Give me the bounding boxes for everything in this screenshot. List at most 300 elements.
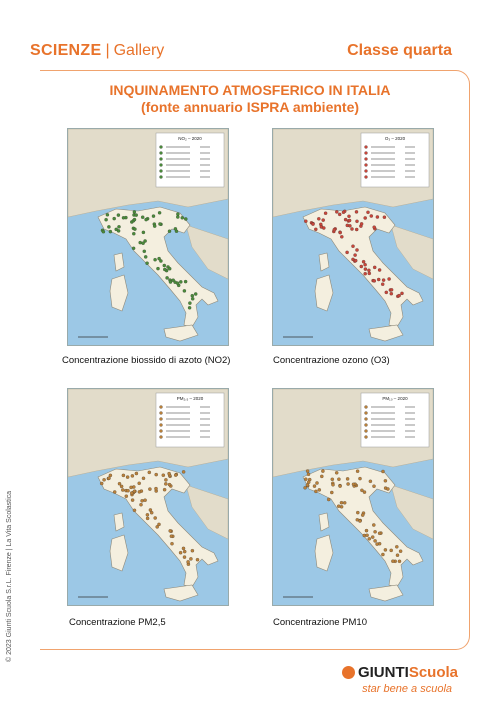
station-dot (378, 532, 381, 535)
station-dot (154, 516, 157, 519)
station-dot (133, 228, 136, 231)
station-dot (376, 215, 379, 218)
station-dot (163, 488, 166, 491)
station-dot (372, 523, 375, 526)
logo-slogan: star bene a scuola (362, 683, 452, 695)
station-dot (384, 548, 387, 551)
station-dot (354, 254, 357, 257)
station-dot (132, 485, 135, 488)
station-dot (355, 228, 358, 231)
station-dot (117, 229, 120, 232)
station-dot (373, 266, 376, 269)
legend-line (166, 152, 190, 154)
map-no2 (67, 128, 229, 346)
legend-line (371, 430, 395, 432)
station-dot (183, 556, 186, 559)
station-dot (138, 482, 141, 485)
station-dot (179, 551, 182, 554)
legend-line (166, 412, 190, 414)
station-dot (155, 473, 158, 476)
legend-count (405, 424, 415, 426)
station-dot (118, 482, 121, 485)
station-dot (377, 278, 380, 281)
station-dot (340, 235, 343, 238)
station-dot (346, 251, 349, 254)
station-dot (355, 210, 358, 213)
station-dot (162, 474, 165, 477)
map-no2-graphic (68, 129, 228, 345)
station-dot (181, 216, 184, 219)
station-dot (364, 216, 367, 219)
legend-swatch (160, 152, 163, 155)
station-dot (158, 211, 161, 214)
station-dot (384, 479, 387, 482)
legend-line (371, 406, 395, 408)
station-dot (400, 292, 403, 295)
station-dot (368, 537, 371, 540)
station-dot (306, 470, 309, 473)
station-dot (126, 476, 129, 479)
station-dot (163, 268, 166, 271)
station-dot (307, 473, 310, 476)
station-dot (174, 474, 177, 477)
station-dot (148, 471, 151, 474)
station-dot (131, 499, 134, 502)
station-dot (184, 217, 187, 220)
legend-line (371, 176, 395, 178)
station-dot (315, 481, 318, 484)
station-dot (187, 560, 190, 563)
legend-line (166, 418, 190, 420)
page-subtitle: (fonte annuario ISPRA ambiente) (140, 99, 360, 115)
legend-swatch (365, 430, 368, 433)
station-dot (337, 478, 340, 481)
station-dot (331, 478, 334, 481)
station-dot (307, 481, 310, 484)
station-dot (170, 542, 173, 545)
legend-count (405, 170, 415, 172)
station-dot (344, 218, 347, 221)
legend-count (200, 424, 210, 426)
station-dot (382, 279, 385, 282)
legend-line (166, 436, 190, 438)
station-dot (346, 224, 349, 227)
caption-o3: Concentrazione ozono (O3) (273, 355, 390, 366)
station-dot (143, 250, 146, 253)
station-dot (342, 211, 345, 214)
legend-swatch (160, 158, 163, 161)
station-dot (141, 216, 144, 219)
station-dot (314, 490, 317, 493)
station-dot (355, 220, 358, 223)
station-dot (395, 545, 398, 548)
station-dot (390, 292, 393, 295)
station-dot (182, 470, 185, 473)
station-dot (148, 488, 151, 491)
subject-label: SCIENZE (30, 42, 102, 59)
legend-count (405, 164, 415, 166)
legend-swatch (365, 412, 368, 415)
legend-swatch (365, 170, 368, 173)
legend-swatch (365, 406, 368, 409)
station-dot (340, 505, 343, 508)
station-dot (322, 226, 325, 229)
station-dot (135, 472, 138, 475)
legend-title: O₃ – 2020 (384, 136, 406, 141)
legend-count (405, 176, 415, 178)
legend-swatch (160, 436, 163, 439)
station-dot (317, 217, 320, 220)
station-dot (149, 508, 152, 511)
station-dot (106, 213, 109, 216)
station-dot (364, 263, 367, 266)
station-dot (374, 539, 377, 542)
station-dot (152, 215, 155, 218)
legend-line (166, 430, 190, 432)
legend-count (405, 406, 415, 408)
legend-line (166, 164, 190, 166)
legend-swatch (365, 164, 368, 167)
station-dot (333, 228, 336, 231)
station-dot (142, 477, 145, 480)
station-dot (360, 222, 363, 225)
caption-no2: Concentrazione biossido di azoto (NO2) (62, 355, 231, 366)
station-dot (381, 553, 384, 556)
station-dot (373, 226, 376, 229)
station-dot (191, 549, 194, 552)
station-dot (139, 503, 142, 506)
station-dot (164, 478, 167, 481)
station-dot (313, 485, 316, 488)
station-dot (154, 258, 157, 261)
station-dot (146, 517, 149, 520)
station-dot (371, 536, 374, 539)
station-dot (338, 213, 341, 216)
legend-line (371, 152, 395, 154)
legend-line (371, 146, 395, 148)
station-dot (102, 230, 105, 233)
legend-title: NO₂ – 2020 (178, 136, 202, 141)
legend-line (371, 164, 395, 166)
station-dot (133, 490, 136, 493)
map-pm25 (67, 388, 229, 606)
station-dot (337, 505, 340, 508)
station-dot (352, 483, 355, 486)
station-dot (120, 485, 123, 488)
station-dot (343, 501, 346, 504)
station-dot (304, 486, 307, 489)
station-dot (361, 514, 364, 517)
legend-count (200, 406, 210, 408)
station-dot (174, 227, 177, 230)
station-dot (373, 279, 376, 282)
legend-line (371, 424, 395, 426)
legend-count (405, 158, 415, 160)
legend-count (200, 412, 210, 414)
map-o3-graphic (273, 129, 433, 345)
station-dot (142, 242, 145, 245)
caption-pm25: Concentrazione PM2,5 (69, 617, 166, 628)
station-dot (169, 529, 172, 532)
legend-swatch (160, 164, 163, 167)
legend-swatch (365, 436, 368, 439)
station-dot (385, 291, 388, 294)
station-dot (355, 248, 358, 251)
legend-line (166, 424, 190, 426)
station-dot (365, 529, 368, 532)
station-dot (132, 247, 135, 250)
legend-swatch (365, 146, 368, 149)
section-label: Gallery (113, 42, 165, 59)
station-dot (138, 490, 141, 493)
station-dot (347, 482, 350, 485)
legend-swatch (160, 418, 163, 421)
legend-count (405, 146, 415, 148)
station-dot (166, 276, 169, 279)
station-dot (383, 216, 386, 219)
legend-swatch (160, 430, 163, 433)
class-label: Classe quarta (347, 42, 452, 59)
station-dot (168, 267, 171, 270)
station-dot (399, 550, 402, 553)
station-dot (105, 218, 108, 221)
station-dot (321, 470, 324, 473)
station-dot (388, 277, 391, 280)
legend-line (371, 170, 395, 172)
legend-line (166, 146, 190, 148)
station-dot (109, 230, 112, 233)
station-dot (350, 227, 353, 230)
legend-count (200, 436, 210, 438)
station-dot (356, 470, 359, 473)
legend-count (200, 430, 210, 432)
station-dot (322, 219, 325, 222)
station-dot (311, 223, 314, 226)
station-dot (125, 495, 128, 498)
station-dot (191, 297, 194, 300)
station-dot (369, 480, 372, 483)
station-dot (169, 280, 172, 283)
station-dot (340, 501, 343, 504)
station-dot (146, 513, 149, 516)
station-dot (153, 225, 156, 228)
legend-count (200, 164, 210, 166)
legend-line (371, 158, 395, 160)
station-dot (184, 280, 187, 283)
header-separator: | (105, 42, 110, 59)
station-dot (157, 523, 160, 526)
station-dot (372, 485, 375, 488)
station-dot (176, 213, 179, 216)
station-dot (339, 485, 342, 488)
station-dot (133, 210, 136, 213)
station-dot (188, 306, 191, 309)
station-dot (364, 268, 367, 271)
station-dot (133, 218, 136, 221)
map-pm10 (272, 388, 434, 606)
station-dot (390, 288, 393, 291)
station-dot (347, 215, 350, 218)
legend-title: PM₁₀ – 2020 (382, 396, 408, 401)
giunti-logo (342, 664, 458, 681)
station-dot (107, 225, 110, 228)
legend-swatch (365, 424, 368, 427)
legend-swatch (160, 176, 163, 179)
station-dot (164, 482, 167, 485)
caption-pm10: Concentrazione PM10 (273, 617, 367, 628)
station-dot (330, 491, 333, 494)
station-dot (135, 214, 138, 217)
legend-line (166, 176, 190, 178)
station-dot (363, 491, 366, 494)
station-dot (320, 475, 323, 478)
station-dot (176, 215, 179, 218)
legend-count (405, 436, 415, 438)
station-dot (376, 543, 379, 546)
station-dot (194, 292, 197, 295)
legend-line (166, 170, 190, 172)
station-dot (142, 231, 145, 234)
station-dot (196, 558, 199, 561)
station-dot (335, 210, 338, 213)
map-o3 (272, 128, 434, 346)
station-dot (103, 478, 106, 481)
station-dot (386, 487, 389, 490)
legend-count (200, 158, 210, 160)
station-dot (367, 269, 370, 272)
station-dot (364, 272, 367, 275)
station-dot (113, 217, 116, 220)
copyright-text: © 2023 Giunti Scuola S.r.L. Firenze | La Vita Scolastica (6, 490, 13, 662)
station-dot (183, 289, 186, 292)
station-dot (154, 487, 157, 490)
station-dot (117, 225, 120, 228)
legend-swatch (160, 424, 163, 427)
station-dot (168, 472, 171, 475)
station-dot (314, 228, 317, 231)
legend-swatch (160, 406, 163, 409)
station-dot (324, 212, 327, 215)
legend-swatch (160, 412, 163, 415)
station-dot (183, 550, 186, 553)
station-dot (179, 280, 182, 283)
legend-swatch (365, 418, 368, 421)
station-dot (133, 509, 136, 512)
legend-count (405, 430, 415, 432)
station-dot (348, 219, 351, 222)
station-dot (141, 499, 144, 502)
station-dot (107, 477, 110, 480)
station-dot (398, 294, 401, 297)
station-dot (304, 478, 307, 481)
station-dot (339, 231, 342, 234)
station-dot (139, 241, 142, 244)
legend-swatch (160, 146, 163, 149)
legend-line (371, 418, 395, 420)
station-dot (356, 518, 359, 521)
station-dot (351, 245, 354, 248)
station-dot (356, 511, 359, 514)
station-dot (158, 222, 161, 225)
station-dot (370, 214, 373, 217)
station-dot (335, 471, 338, 474)
logo-brand: GIUNTI (357, 664, 409, 681)
giunti-logo-icon (342, 666, 355, 679)
station-dot (156, 267, 159, 270)
station-dot (121, 488, 124, 491)
station-dot (189, 557, 192, 560)
station-dot (163, 264, 166, 267)
legend-swatch (365, 176, 368, 179)
station-dot (146, 262, 149, 265)
station-dot (304, 220, 307, 223)
station-dot (131, 474, 134, 477)
station-dot (362, 260, 365, 263)
station-dot (366, 211, 369, 214)
station-dot (346, 477, 349, 480)
station-dot (390, 549, 393, 552)
station-dot (368, 272, 371, 275)
legend-line (371, 412, 395, 414)
station-dot (100, 482, 103, 485)
station-dot (354, 259, 357, 262)
station-dot (318, 488, 321, 491)
legend-count (200, 176, 210, 178)
legend-count (200, 152, 210, 154)
station-dot (117, 214, 120, 217)
page-title: INQUINAMENTO ATMOSFERICO IN ITALIA (109, 82, 391, 98)
legend-line (166, 158, 190, 160)
legend-count (405, 412, 415, 414)
station-dot (168, 230, 171, 233)
station-dot (374, 530, 377, 533)
station-dot (396, 554, 399, 557)
legend-count (200, 146, 210, 148)
station-dot (366, 534, 369, 537)
legend-count (200, 418, 210, 420)
station-dot (381, 470, 384, 473)
station-dot (391, 560, 394, 563)
station-dot (132, 232, 135, 235)
station-dot (158, 257, 161, 260)
station-dot (144, 255, 147, 258)
station-dot (170, 535, 173, 538)
station-dot (122, 474, 125, 477)
station-dot (122, 216, 125, 219)
station-dot (358, 477, 361, 480)
station-dot (182, 547, 185, 550)
legend-count (405, 152, 415, 154)
header-subject (30, 42, 164, 60)
legend-swatch (160, 170, 163, 173)
station-dot (176, 282, 179, 285)
legend-count (405, 418, 415, 420)
station-dot (144, 499, 147, 502)
logo-brand-suffix: Scuola (408, 664, 458, 681)
station-dot (188, 302, 191, 305)
legend-title: PM₂,₅ – 2020 (176, 396, 204, 401)
station-dot (327, 498, 330, 501)
map-pm25-graphic (68, 389, 228, 605)
station-dot (381, 283, 384, 286)
station-dot (145, 218, 148, 221)
station-dot (360, 265, 363, 268)
legend-count (200, 170, 210, 172)
station-dot (331, 483, 334, 486)
station-dot (168, 483, 171, 486)
station-dot (398, 560, 401, 563)
legend-swatch (365, 152, 368, 155)
